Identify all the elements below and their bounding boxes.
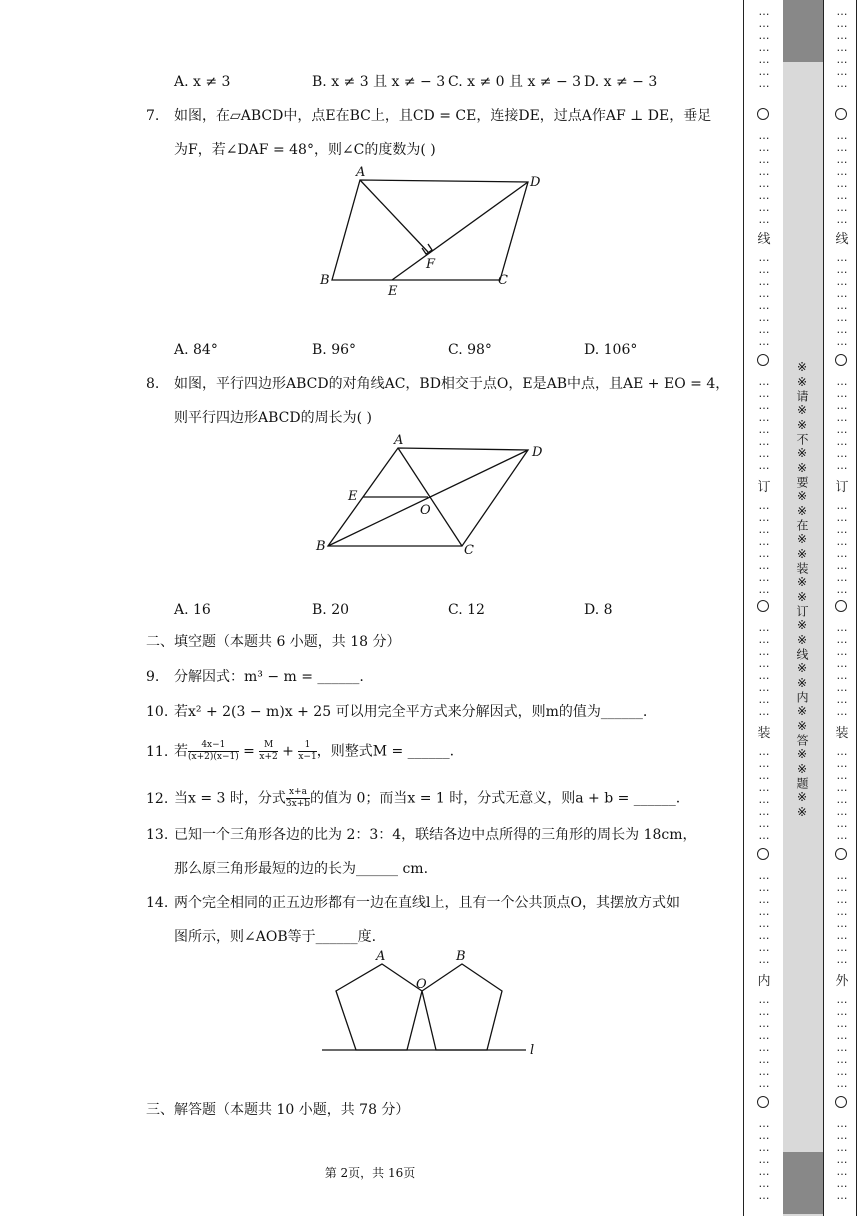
q14-pentagons-figure [318, 948, 548, 1060]
q7-number: 7. [146, 108, 160, 124]
outer-dots-9: … … … … … … … … [836, 993, 848, 1090]
q7-option-d: D. 106° [584, 342, 638, 358]
q7-label-a: A [356, 165, 366, 180]
q9-number: 9. [146, 669, 160, 685]
q11-suffix: ，则整式M = ______. [316, 743, 455, 760]
q7-stem-line1 [146, 106, 711, 126]
outer-label-ding: 订 [835, 480, 849, 495]
q7-label-d: D [530, 175, 541, 190]
inner-dots-5: … … … … … … … … [758, 499, 770, 596]
q11-fraction-2 [259, 740, 277, 763]
inner-label-ding: 订 [757, 480, 771, 495]
strip-gray-block-top [783, 0, 823, 62]
q11-f2-numerator: M [259, 740, 277, 752]
q9 [146, 667, 364, 687]
q11-f3-numerator: 1 [298, 740, 316, 752]
q14-text-1: 两个完全相同的正五边形都有一边在直线l上，且有一个公共顶点O，其摆放方式如 [174, 895, 680, 911]
q7-option-a: A. 84° [174, 342, 218, 358]
outer-dots-10: … … … … … … … [836, 1117, 848, 1202]
outer-dots-2: … … … … … … … … [836, 129, 848, 226]
outer-dots-3: … … … … … … … … [836, 251, 848, 348]
q11-f3-denominator: x−1 [298, 752, 317, 762]
q12-fraction [286, 787, 310, 810]
strip-gray-block-bottom [783, 1152, 823, 1214]
q11-fraction-1 [188, 740, 239, 763]
q12-prefix: 当x = 3 时，分式 [174, 790, 286, 807]
q14-number: 14. [146, 895, 169, 911]
q8-stem-line2: 则平行四边形ABCD的周长为( ) [174, 410, 372, 426]
section-fill-in-heading: 二、填空题（本题共 6 小题，共 18 分） [146, 634, 401, 650]
q11 [146, 740, 454, 763]
q11-f1-numerator: 4x−1 [188, 740, 239, 752]
q11-fraction-3 [298, 740, 316, 763]
outer-circle-4 [835, 848, 847, 860]
q14-label-l: l [530, 1043, 535, 1058]
outer-dots-6: … … … … … … … … [836, 621, 848, 718]
q7-label-c: C [498, 273, 508, 288]
q10-number: 10. [146, 704, 169, 720]
q8-option-a: A. 16 [174, 602, 211, 618]
outer-label-zhuang: 装 [835, 726, 849, 741]
outer-dots-7: … … … … … … … … [836, 745, 848, 842]
strip-border-right [856, 0, 857, 1216]
q8-stem-line1 [146, 374, 729, 394]
q8-number: 8. [146, 376, 160, 392]
inner-dotted-column [754, 0, 774, 1216]
q14-label-o: O [416, 977, 427, 992]
inner-dots-2: … … … … … … … … [758, 129, 770, 226]
binding-warning-text: ※※请※※不※※要※※在※※装※※订※※线※※内※※答※※题※※ [795, 360, 809, 820]
q8-option-c: C. 12 [448, 602, 485, 618]
inner-dots-1: … … … … … … … [758, 5, 770, 90]
q7-text-1: 如图，在▱ABCD中，点E在BC上，且CD = CE，连接DE，过点A作AF ⊥ DE，垂足 [174, 108, 712, 124]
inner-circle-3 [757, 600, 769, 612]
outer-dots-1: … … … … … … … [836, 5, 848, 90]
q11-plus: + [277, 743, 299, 760]
page-footer: 第 2页，共 16页 [324, 1166, 416, 1180]
outer-label-wai: 外 [835, 974, 849, 989]
outer-dots-4: … … … … … … … … [836, 375, 848, 472]
outer-circle-5 [835, 1096, 847, 1108]
q12 [146, 787, 680, 810]
outer-dotted-column [832, 0, 852, 1216]
inner-dots-9: … … … … … … … … [758, 993, 770, 1090]
section-answer-heading: 三、解答题（本题共 10 小题，共 78 分） [146, 1102, 410, 1118]
inner-dots-3: … … … … … … … … [758, 251, 770, 348]
q13-text-1: 已知一个三角形各边的比为 2：3：4，联结各边中点所得的三角形的周长为 18cm， [174, 827, 697, 843]
inner-label-zhuang: 装 [757, 726, 771, 741]
q7-label-e: E [388, 284, 398, 299]
inner-circle-5 [757, 1096, 769, 1108]
q14-label-b: B [456, 949, 466, 964]
q8-label-b: B [316, 539, 326, 554]
q11-prefix: 若 [174, 743, 188, 760]
q12-number: 12. [146, 790, 169, 807]
inner-circle-2 [757, 354, 769, 366]
outer-dots-5: … … … … … … … … [836, 499, 848, 596]
q8-parallelogram-figure [310, 432, 550, 562]
outer-label-xian: 线 [835, 232, 849, 247]
q14-line1 [146, 893, 680, 913]
q7-label-b: B [320, 273, 330, 288]
q7-parallelogram-figure [310, 164, 550, 300]
q6-option-a: A. x ≠ 3 [174, 74, 231, 90]
inner-label-nei: 内 [757, 974, 771, 989]
q11-f1-denominator: (x+2)(x−1) [188, 752, 239, 762]
q8-label-a: A [394, 433, 404, 448]
q8-label-e: E [348, 489, 358, 504]
q14-line2: 图所示，则∠AOB等于______度. [174, 929, 377, 945]
q6-option-b: B. x ≠ 3 且 x ≠ − 3 [312, 74, 446, 90]
q13-number: 13. [146, 827, 169, 843]
outer-circle-2 [835, 354, 847, 366]
q7-option-c: C. 98° [448, 342, 492, 358]
q13-line1 [146, 825, 697, 845]
q6-option-d: D. x ≠ − 3 [584, 74, 658, 90]
q11-f2-denominator: x+2 [259, 752, 278, 762]
outer-circle-1 [835, 108, 847, 120]
strip-border-left [743, 0, 744, 1216]
q12-suffix: 的值为 0；而当x = 1 时，分式无意义，则a + b = ______. [310, 790, 681, 807]
outer-dots-8: … … … … … … … … [836, 869, 848, 966]
q9-text: 分解因式：m³ − m = ______. [174, 669, 364, 685]
strip-border-mid-right [823, 0, 824, 1216]
q14-label-a: A [376, 949, 386, 964]
inner-dots-6: … … … … … … … … [758, 621, 770, 718]
inner-dots-4: … … … … … … … … [758, 375, 770, 472]
q10-text: 若x² + 2(3 − m)x + 25 可以用完全平方式来分解因式，则m的值为______. [174, 704, 648, 720]
q10 [146, 702, 647, 722]
q11-equals: = [238, 743, 260, 760]
q7-label-f: F [426, 257, 436, 272]
q11-number: 11. [146, 743, 169, 760]
q8-option-b: B. 20 [312, 602, 350, 618]
q8-text-1: 如图，平行四边形ABCD的对角线AC，BD相交于点O，E是AB中点，且AE + EO = 4， [174, 376, 730, 392]
q12-numerator: x+a [286, 787, 310, 799]
q13-line2: 那么原三角形最短的边的长为______ cm. [174, 861, 429, 877]
q12-denominator: 3x+b [285, 799, 310, 809]
inner-label-xian: 线 [757, 232, 771, 247]
q6-option-c: C. x ≠ 0 且 x ≠ − 3 [448, 74, 582, 90]
inner-dots-8: … … … … … … … … [758, 869, 770, 966]
q8-label-o: O [420, 503, 431, 518]
q8-label-c: C [464, 543, 474, 558]
q7-stem-line2: 为F，若∠DAF = 48°，则∠C的度数为( ) [174, 142, 436, 158]
inner-dots-10: … … … … … … … [758, 1117, 770, 1202]
q8-option-d: D. 8 [584, 602, 613, 618]
q7-option-b: B. 96° [312, 342, 357, 358]
outer-circle-3 [835, 600, 847, 612]
inner-circle-1 [757, 108, 769, 120]
inner-dots-7: … … … … … … … … [758, 745, 770, 842]
q8-label-d: D [532, 445, 543, 460]
inner-circle-4 [757, 848, 769, 860]
